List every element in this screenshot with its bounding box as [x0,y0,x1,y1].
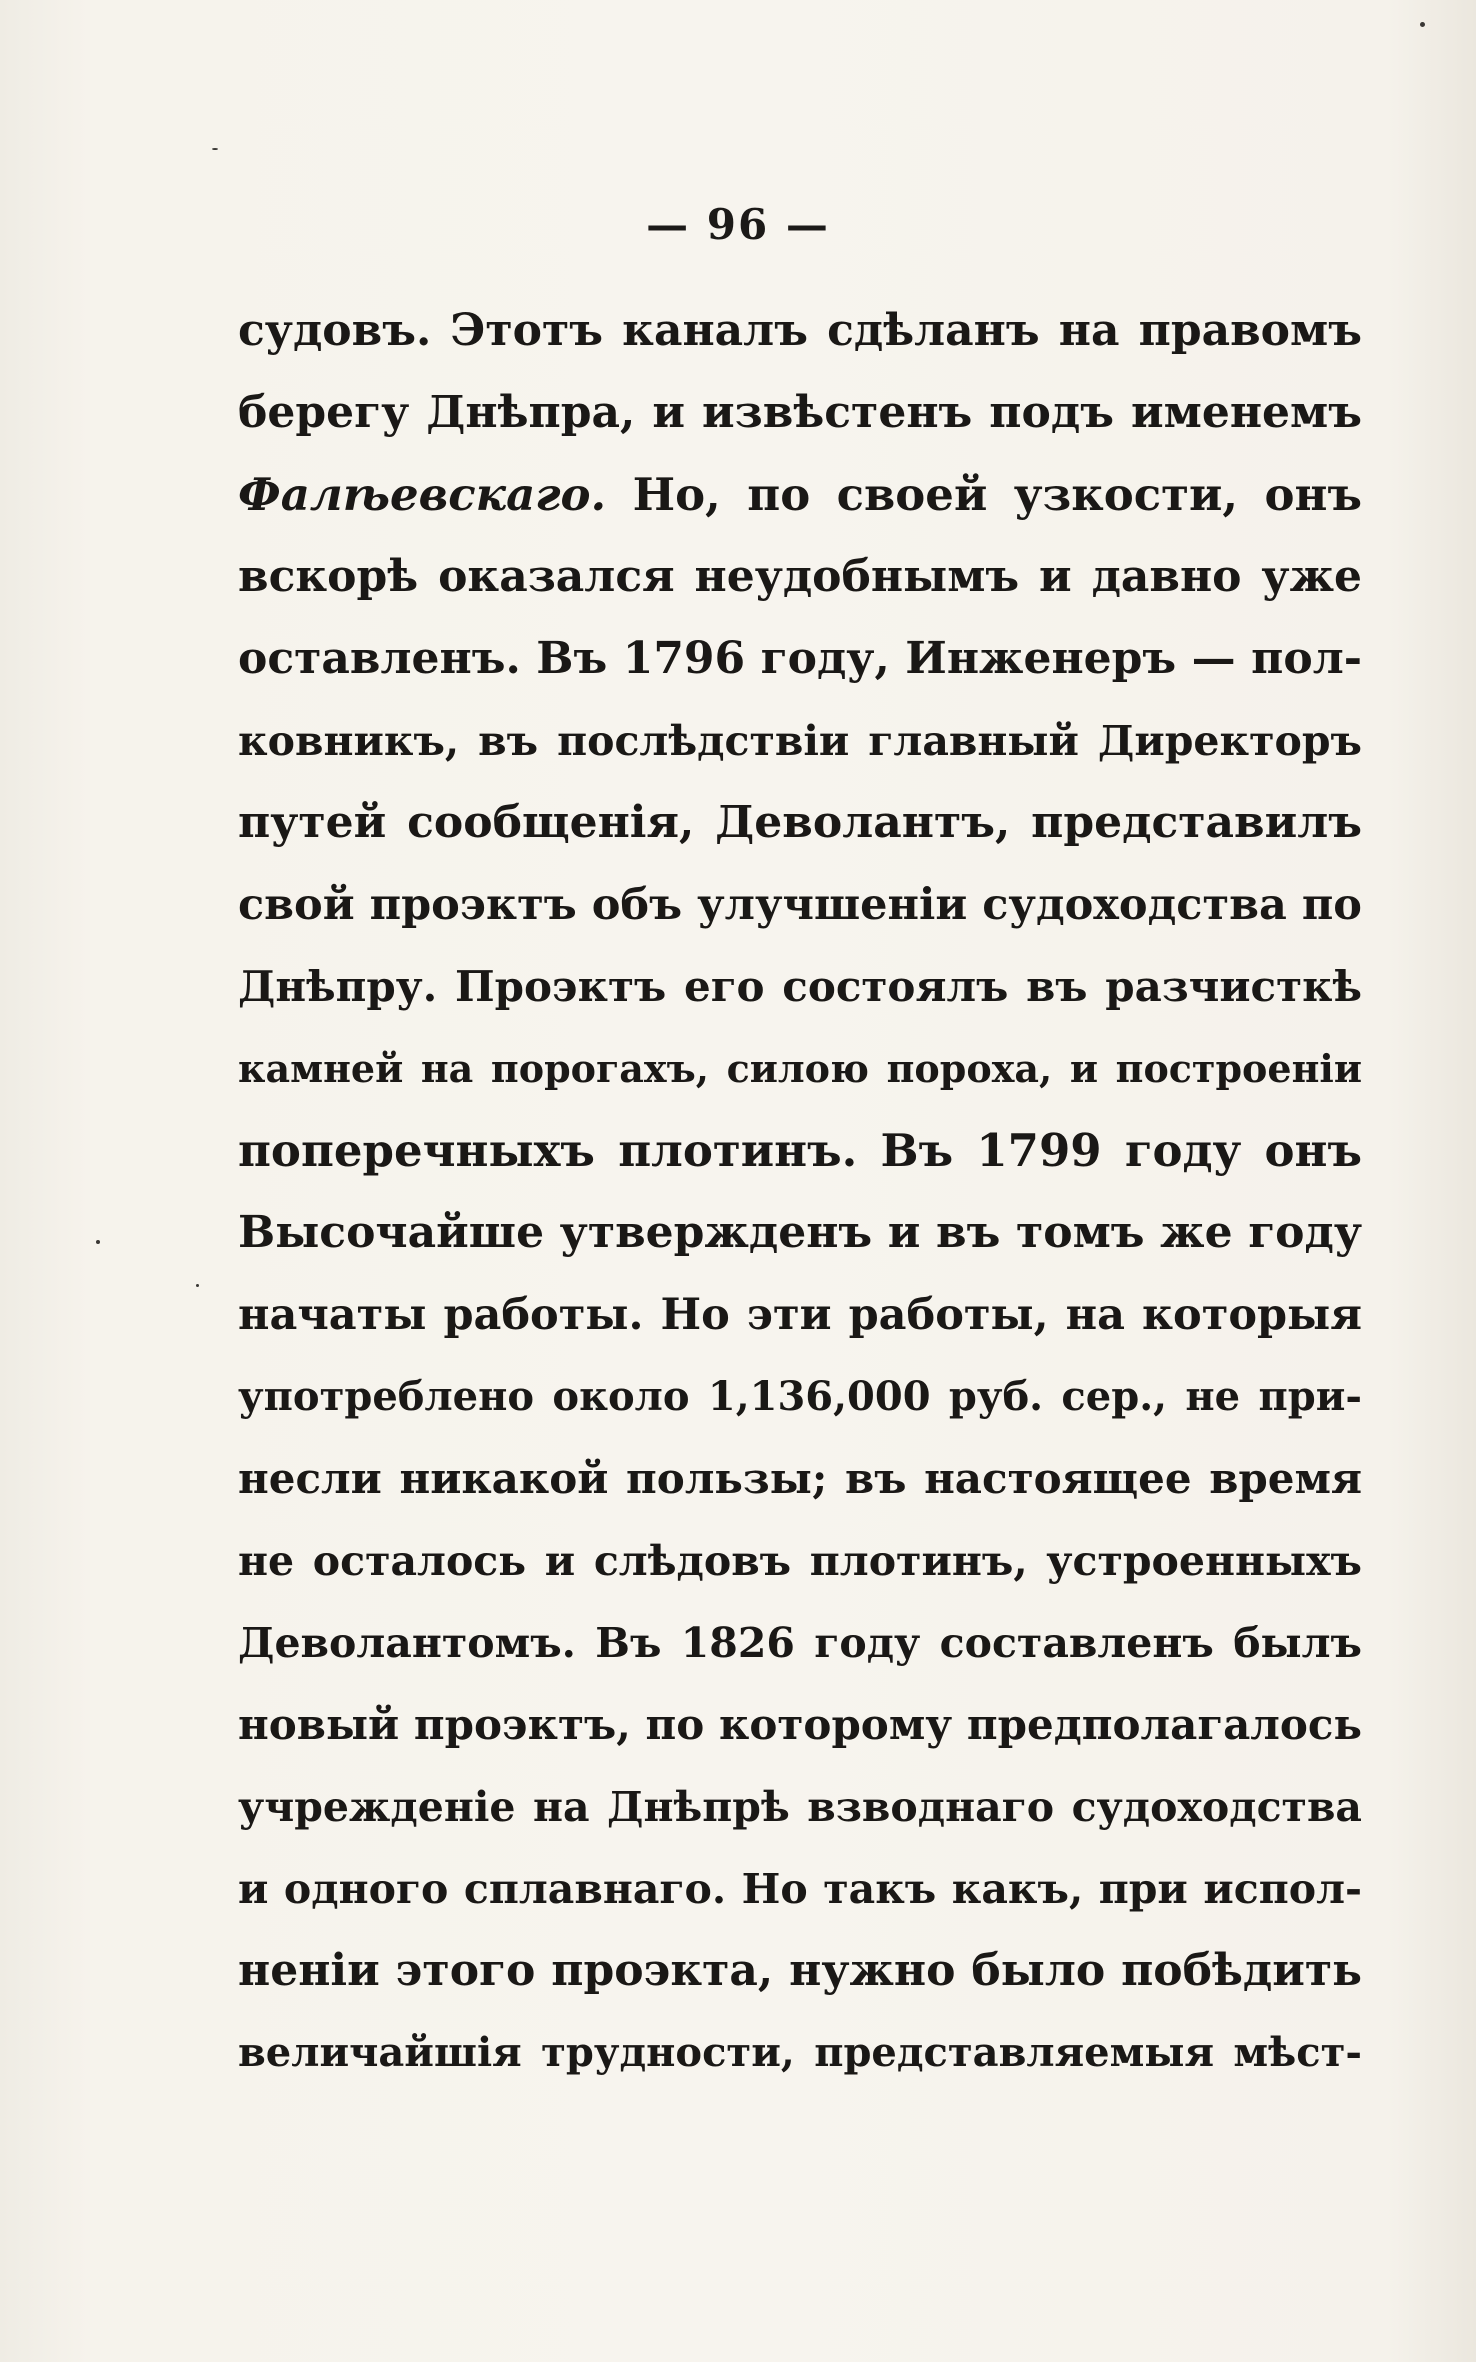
text-line: поперечныхъ плотинъ. Въ 1799 году онъ [238,1124,1362,1177]
paper-speck [212,148,218,150]
body-text [238,290,1362,2094]
text-line: свой проэктъ объ улучшеніи судоходства по [238,880,1362,930]
text-line: оставленъ. Въ 1796 году, Инженеръ — пол- [238,633,1362,684]
text-line: и одного сплавнаго. Но такъ какъ, при испол- [238,1865,1362,1913]
text-line: ковникъ, въ послѣдствіи главный Директоръ [238,717,1362,765]
text-line: вскорѣ оказался неудобнымъ и давно уже [238,551,1362,602]
text-line: величайшія трудности, представляемыя мѣст- [238,2029,1362,2076]
text-line: Деволантомъ. Въ 1826 году составленъ былъ [238,1619,1362,1667]
text-line: употреблено около 1,136,000 руб. сер., не при- [238,1373,1362,1420]
text-line: судовъ. Этотъ каналъ сдѣланъ на правомъ [238,305,1362,356]
paper-speck [1420,22,1425,27]
text-line: несли никакой пользы; въ настоящее время [238,1454,1362,1503]
paper-speck [96,1240,100,1244]
text-line: камней на порогахъ, силою пороха, и построеніи [238,1046,1362,1091]
text-line: неніи этого проэкта, нужно было побѣдить [238,1945,1362,1996]
text-line: новый проэктъ, по которому предполагалось [238,1700,1362,1749]
italic-name: Фалѣевскаго. [238,468,607,521]
text-line: Днѣпру. Проэктъ его состоялъ въ разчисткѣ [238,962,1362,1011]
text-line: путей сообщенія, Деволантъ, представилъ [238,797,1362,848]
page-number: — 96 — [646,200,830,249]
paper-speck [196,1284,199,1287]
text-line: учрежденіе на Днѣпрѣ взводнаго судоходства [238,1783,1362,1831]
text-line: берегу Днѣпра, и извѣстенъ подъ именемъ [238,387,1362,438]
text-line: Высочайше утвержденъ и въ томъ же году [238,1207,1362,1258]
text-line: начаты работы. Но эти работы, на которыя [238,1290,1362,1340]
text-line: не осталось и слѣдовъ плотинъ, устроенныхъ [238,1537,1362,1585]
text-line: Фалѣевскаго. Но, по своей узкости, онъ [238,468,1362,521]
